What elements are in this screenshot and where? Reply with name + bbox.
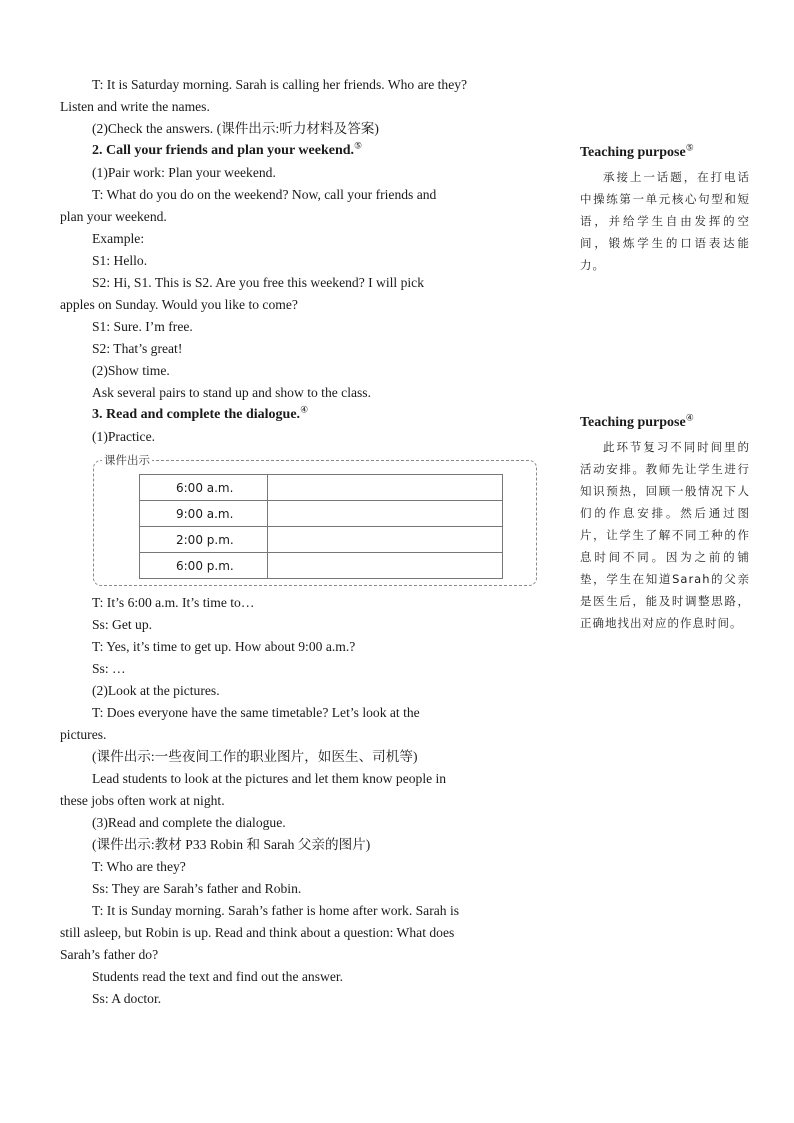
table-row [140, 553, 503, 579]
section-heading-2 [60, 140, 530, 162]
time-cell: 9:00 a.m. [140, 501, 268, 527]
blank-cell [268, 475, 503, 501]
teaching-purpose-5 [580, 144, 750, 276]
paragraph: S1: Hello. [92, 253, 148, 268]
paragraph: Ss: A doctor. [92, 991, 162, 1006]
side-text: 此环节复习不同时间里的活动安排。教师先让学生进行知识预热，回顾一般情况下人们的作息安排。然后通过图片，让学生了解不同工种的作息时间不同。因为之前的铺垫，学生在知道Sarah的父亲是医生后，能及时调整思路，正确地找出对应的作息时间。 [580, 440, 750, 630]
paragraph: T: Who are they? [92, 859, 186, 874]
heading-text: 2. Call your friends and plan your weekend. [92, 143, 355, 158]
paragraph: Listen and write the names. [60, 99, 210, 114]
paragraph: these jobs often work at night. [60, 793, 225, 808]
table-row [140, 501, 503, 527]
paragraph: T: Yes, it’s time to get up. How about 9:00 a.m.? [92, 639, 356, 654]
paragraph: (1)Practice. [92, 429, 156, 444]
courseware-box [93, 453, 537, 586]
side-title-text: Teaching purpose [580, 145, 686, 160]
time-cell: 6:00 p.m. [140, 553, 268, 579]
table-row [140, 527, 503, 553]
footnote-mark: ④ [685, 412, 694, 423]
text: T: What do you do on the weekend? Now, call your friends and [92, 187, 437, 202]
paragraph: (课件出示:教材 P33 Robin 和 Sarah 父亲的图片) [92, 837, 371, 852]
paragraph: T: Does everyone have the same timetable? Let’s look at the [92, 705, 420, 720]
paragraph: T: It is Saturday morning. Sarah is calling her friends. Who are they? [92, 77, 468, 92]
heading-text: 3. Read and complete the dialogue. [92, 407, 301, 422]
timetable [139, 474, 503, 579]
paragraph [60, 184, 530, 206]
paragraph: Students read the text and find out the answer. [92, 969, 344, 984]
paragraph: S2: That’s great! [92, 341, 183, 356]
footnote-mark: ⑤ [685, 142, 694, 153]
paragraph: S2: Hi, S1. This is S2. Are you free this weekend? I will pick [92, 275, 425, 290]
paragraph: S1: Sure. I’m free. [92, 319, 193, 334]
paragraph: (3)Read and complete the dialogue. [92, 815, 286, 830]
blank-cell [268, 527, 503, 553]
paragraph: Sarah’s father do? [60, 947, 159, 962]
paragraph: (2)Look at the pictures. [92, 683, 220, 698]
paragraph: T: It is Sunday morning. Sarah’s father is home after work. Sarah is [92, 903, 460, 918]
paragraph: T: It’s 6:00 a.m. It’s time to… [92, 595, 255, 610]
paragraph: plan your weekend. [60, 209, 167, 224]
blank-cell [268, 501, 503, 527]
side-text: 承接上一话题，在打电话中操练第一单元核心句型和短语，并给学生自由发挥的空间，锻炼学生的口语表达能力。 [580, 170, 750, 272]
teaching-purpose-4 [580, 414, 750, 634]
courseware-label: 课件出示 [104, 453, 150, 467]
paragraph: still asleep, but Robin is up. Read and think about a question: What does [60, 925, 455, 940]
footnote-mark: ⑤ [354, 140, 363, 151]
footnote-mark: ④ [300, 404, 309, 415]
time-cell: 2:00 p.m. [140, 527, 268, 553]
table-row [140, 475, 503, 501]
paragraph: pictures. [60, 727, 107, 742]
paragraph: (课件出示:一些夜间工作的职业图片，如医生、司机等) [92, 749, 418, 764]
side-title [580, 414, 750, 432]
paragraph: (2)Show time. [92, 363, 170, 378]
paragraph: Lead students to look at the pictures and let them know people in [92, 771, 447, 786]
paragraph: Ss: They are Sarah’s father and Robin. [92, 881, 302, 896]
paragraph: Ask several pairs to stand up and show to the class. [92, 385, 371, 400]
lesson-body [60, 74, 530, 1010]
blank-cell [268, 553, 503, 579]
paragraph: apples on Sunday. Would you like to come? [60, 297, 298, 312]
time-cell: 6:00 a.m. [140, 475, 268, 501]
side-title-text: Teaching purpose [580, 415, 686, 430]
paragraph: (2)Check the answers. (课件出示:听力材料及答案) [92, 121, 379, 136]
paragraph: Example: [92, 231, 145, 246]
paragraph: (1)Pair work: Plan your weekend. [92, 165, 276, 180]
section-heading-3 [60, 404, 530, 426]
paragraph: Ss: … [92, 661, 126, 676]
paragraph: Ss: Get up. [92, 617, 153, 632]
side-title [580, 144, 750, 162]
